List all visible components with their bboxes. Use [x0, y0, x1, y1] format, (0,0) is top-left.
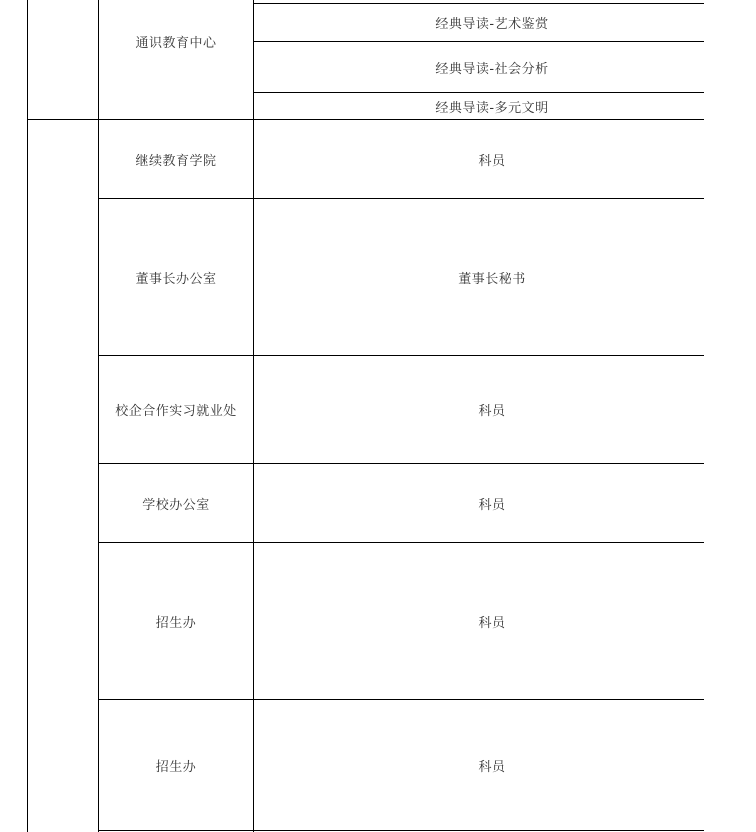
department-cell: 继续教育学院	[135, 153, 217, 169]
position-cell: 经典导读-多元文明	[435, 100, 549, 116]
position-cell: 董事长秘书	[458, 271, 526, 287]
row-divider	[98, 830, 704, 831]
table-border-left	[27, 0, 28, 832]
department-cell: 招生办	[155, 759, 197, 775]
department-cell: 学校办公室	[142, 497, 210, 513]
position-cell: 经典导读-艺术鉴赏	[435, 17, 549, 32]
department-cell: 董事长办公室	[135, 271, 217, 287]
position-cell: 科员	[478, 404, 506, 419]
department-cell: 通识教育中心	[135, 35, 217, 51]
position-cell: 科员	[478, 615, 506, 631]
position-cell: 科员	[478, 497, 506, 513]
department-cell: 校企合作实习就业处	[115, 404, 237, 419]
position-cell: 科员	[478, 759, 506, 775]
department-cell: 招生办	[155, 615, 197, 631]
position-cell: 科员	[478, 153, 506, 169]
position-cell: 经典导读-社会分析	[435, 61, 549, 77]
